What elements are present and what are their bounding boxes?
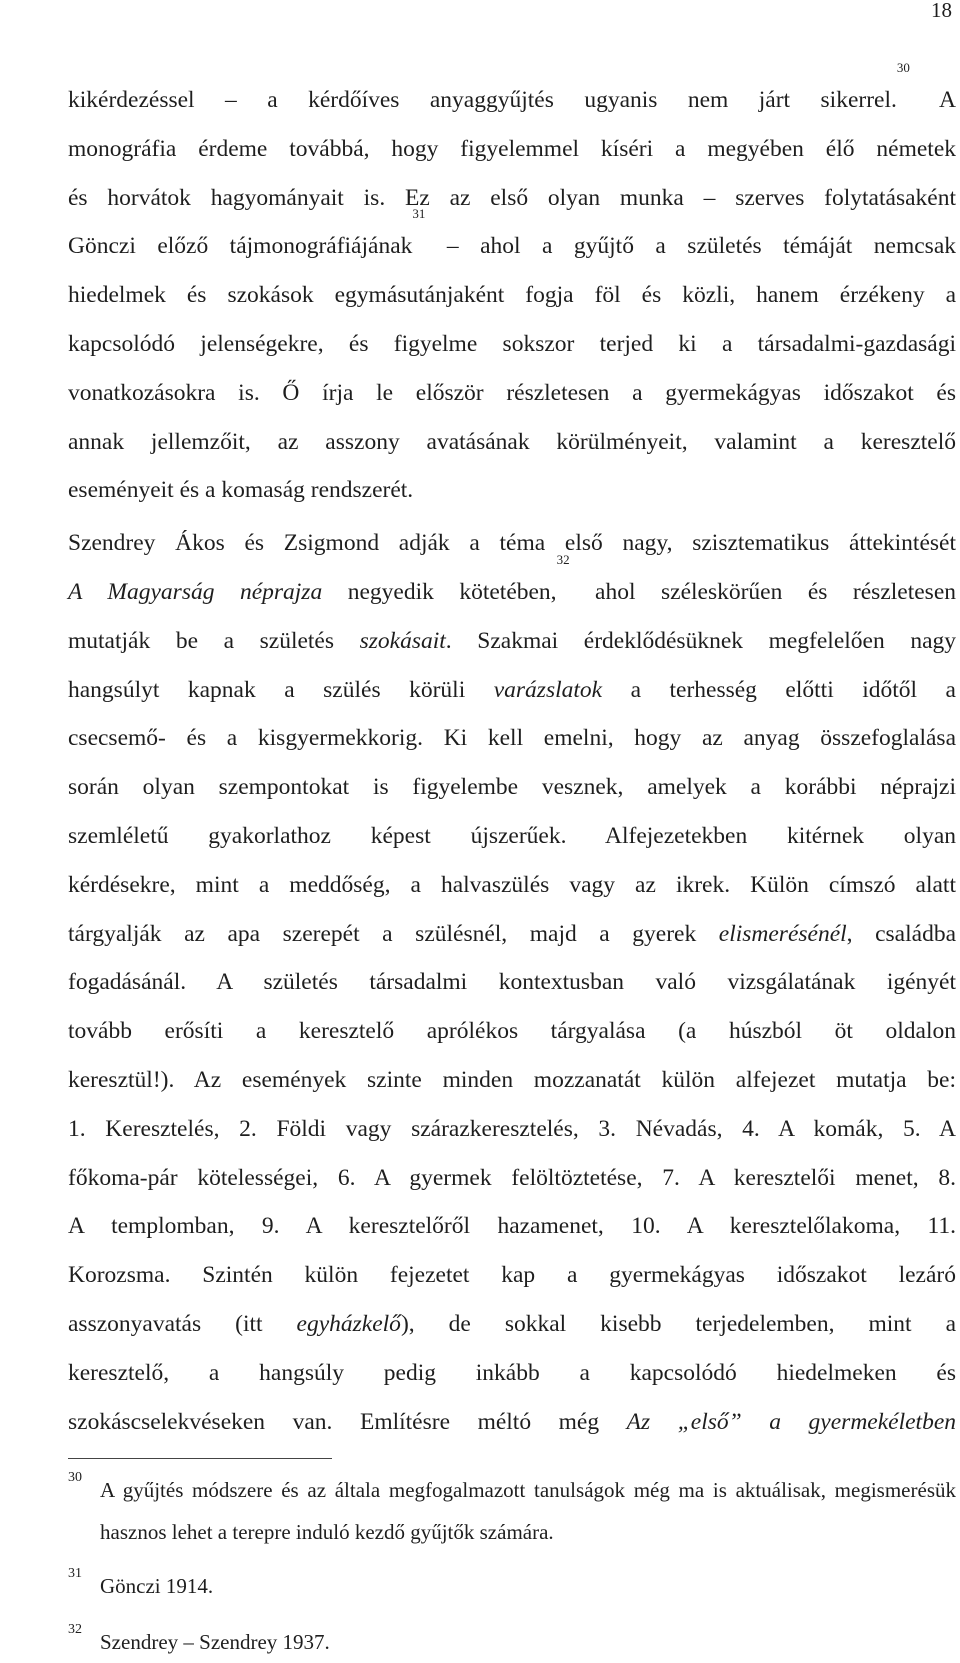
- text-run: keresztelő, a hangsúly pedig inkább a kapcsolódó hiedelmeken és: [68, 1359, 956, 1386]
- page-number: 18: [931, 0, 952, 22]
- text-run: a terhesség előtti időtől a: [602, 676, 956, 703]
- text-run: főkoma-pár kötelességei, 6. A gyermek felöltöztetése, 7. A keresztelői menet, 8.: [68, 1164, 956, 1191]
- text-line: [68, 271, 956, 320]
- text-line: [68, 1300, 956, 1349]
- italic-text: A Magyarság néprajza: [68, 578, 323, 605]
- text-run: szokáscselekvéseken van. Említésre méltó még: [68, 1408, 627, 1435]
- text-run: , családba: [846, 920, 956, 947]
- text-line: [68, 1349, 956, 1398]
- text-line: [68, 125, 956, 174]
- text-line: [68, 206, 956, 271]
- text-run: Szendrey Ákos és Zsigmond adják a téma első nagy, szisztematikus áttekintését: [68, 530, 956, 557]
- text-run: hiedelmek és szokások egymásutánjaként fogja föl és közli, hanem érzékeny a: [68, 282, 956, 309]
- text-line: [68, 369, 956, 418]
- italic-text: szokásait: [359, 627, 446, 654]
- text-run: szemléletű gyakorlathoz képest újszerűek. Alfejezetekben kitérnek olyan: [68, 822, 956, 849]
- text-line: [68, 1105, 956, 1154]
- text-line: [68, 958, 956, 1007]
- text-run: asszonyavatás (itt: [68, 1310, 297, 1337]
- text-line: [68, 1251, 956, 1300]
- text-run: A: [909, 87, 956, 113]
- text-run: Korozsma. Szintén külön fejezetet kap a gyermekágyas időszakot lezáró: [68, 1262, 956, 1289]
- text-run: hangsúlyt kapnak a szülés körüli: [68, 676, 494, 703]
- italic-text: Az „első” a gyermekéletben: [626, 1408, 956, 1435]
- text-run: A templomban, 9. A keresztelőről hazamenet, 10. A keresztelőlakoma, 11.: [68, 1213, 956, 1240]
- text-run: keresztül!). Az események szinte minden mozzanatát külön alfejezet mutatja be:: [68, 1066, 956, 1093]
- text-run: csecsemő- és a kisgyermekkorig. Ki kell emelni, hogy az anyag összefoglalása: [68, 725, 956, 752]
- text-run: annak jellemzőit, az asszony avatásának körülményeit, valamint a keresztelő: [68, 428, 956, 455]
- text-line: [68, 1202, 956, 1251]
- footnote-number: 32: [68, 1622, 82, 1637]
- text-run: negyedik kötetében,: [322, 578, 557, 605]
- footnote-reference: 31: [412, 206, 426, 222]
- text-run: kapcsolódó jelenségekre, és figyelme sokszor terjed ki a társadalmi-gazdasági: [68, 330, 956, 357]
- footnote-reference: 32: [556, 551, 570, 567]
- text-run: fogadásánál. A születés társadalmi kontextusban való vizsgálatának igényét: [68, 969, 956, 996]
- text-run: tárgyalják az apa szerepét a szülésnél, majd a gyerek: [68, 920, 719, 947]
- footnote-separator: [68, 1458, 332, 1459]
- text-line: [68, 910, 956, 959]
- text-run: ), de sokkal kisebb terjedelemben, mint a: [400, 1310, 957, 1337]
- text-line: [68, 617, 956, 666]
- text-line: [68, 763, 956, 812]
- text-run: Gönczi előző tájmonográfiájának: [68, 233, 413, 260]
- text-line: [68, 320, 956, 369]
- body-text: [68, 60, 957, 1446]
- footnote-number: 30: [68, 1470, 82, 1485]
- text-line: [68, 551, 956, 617]
- text-run: 1. Keresztelés, 2. Földi vagy szárazkeresztelés, 3. Névadás, 4. A komák, 5. A: [68, 1115, 956, 1142]
- footnote-30: [68, 1469, 956, 1553]
- text-run: vonatkozásokra is. Ő írja le először részletesen a gyermekágyas időszakot és: [68, 379, 956, 406]
- text-run: során olyan szempontokat is figyelembe vesznek, amelyek a korábbi néprajzi: [68, 774, 956, 801]
- text-run: . Szakmai érdeklődésüknek megfelelően nagy: [445, 627, 956, 654]
- text-run: kérdésekre, mint a meddőség, a halvaszülés vagy az ikrek. Külön címszó alatt: [68, 871, 956, 898]
- text-line: [68, 418, 956, 467]
- text-line: [68, 1154, 956, 1203]
- text-run: monográfia érdeme továbbá, hogy figyelemmel kíséri a megyében élő németek: [68, 135, 956, 162]
- italic-text: varázslatok: [493, 676, 603, 703]
- text-line: [68, 174, 956, 223]
- footnote-text: Gönczi 1914.: [100, 1574, 214, 1598]
- text-run: tovább erősíti a keresztelő aprólékos tárgyalása (a húszból öt oldalon: [68, 1018, 956, 1045]
- footnote-text: A gyűjtés módszere és az általa megfogalmazott tanulságok még ma is aktuálisak, megismerésük hasznos lehet a terepre induló kezdő gyűjtők számára.: [100, 1478, 956, 1544]
- text-line: [68, 812, 956, 861]
- italic-text: elismerésénél: [718, 920, 847, 947]
- text-line: [68, 1007, 956, 1056]
- text-run: kikérdezéssel – a kérdőíves anyaggyűjtés ugyanis nem járt sikerrel.: [68, 87, 897, 113]
- text-run: mutatják be a születés: [68, 627, 360, 654]
- text-line: [68, 1398, 956, 1447]
- text-line: [68, 666, 956, 715]
- text-run: és horvátok hagyományait is. Ez az első olyan munka – szerves folytatásaként: [68, 184, 956, 211]
- text-line: [68, 861, 956, 910]
- text-line: [68, 60, 956, 125]
- text-line: [68, 519, 956, 568]
- footnote-number: 31: [68, 1566, 82, 1581]
- text-run: – ahol a gyűjtő a születés témáját nemcsak: [425, 233, 956, 260]
- text-line: [68, 1056, 956, 1105]
- text-run: eseményeit és a komaság rendszerét.: [68, 477, 414, 504]
- text-run: ahol széleskörűen és részletesen: [569, 578, 956, 605]
- italic-text: egyházkelő: [296, 1310, 401, 1337]
- footnote-reference: 30: [896, 60, 910, 75]
- footnote-32: [68, 1621, 956, 1663]
- text-line: [68, 466, 956, 515]
- footnote-text: Szendrey – Szendrey 1937.: [100, 1630, 330, 1654]
- text-line: [68, 714, 956, 763]
- footnote-31: [68, 1565, 956, 1607]
